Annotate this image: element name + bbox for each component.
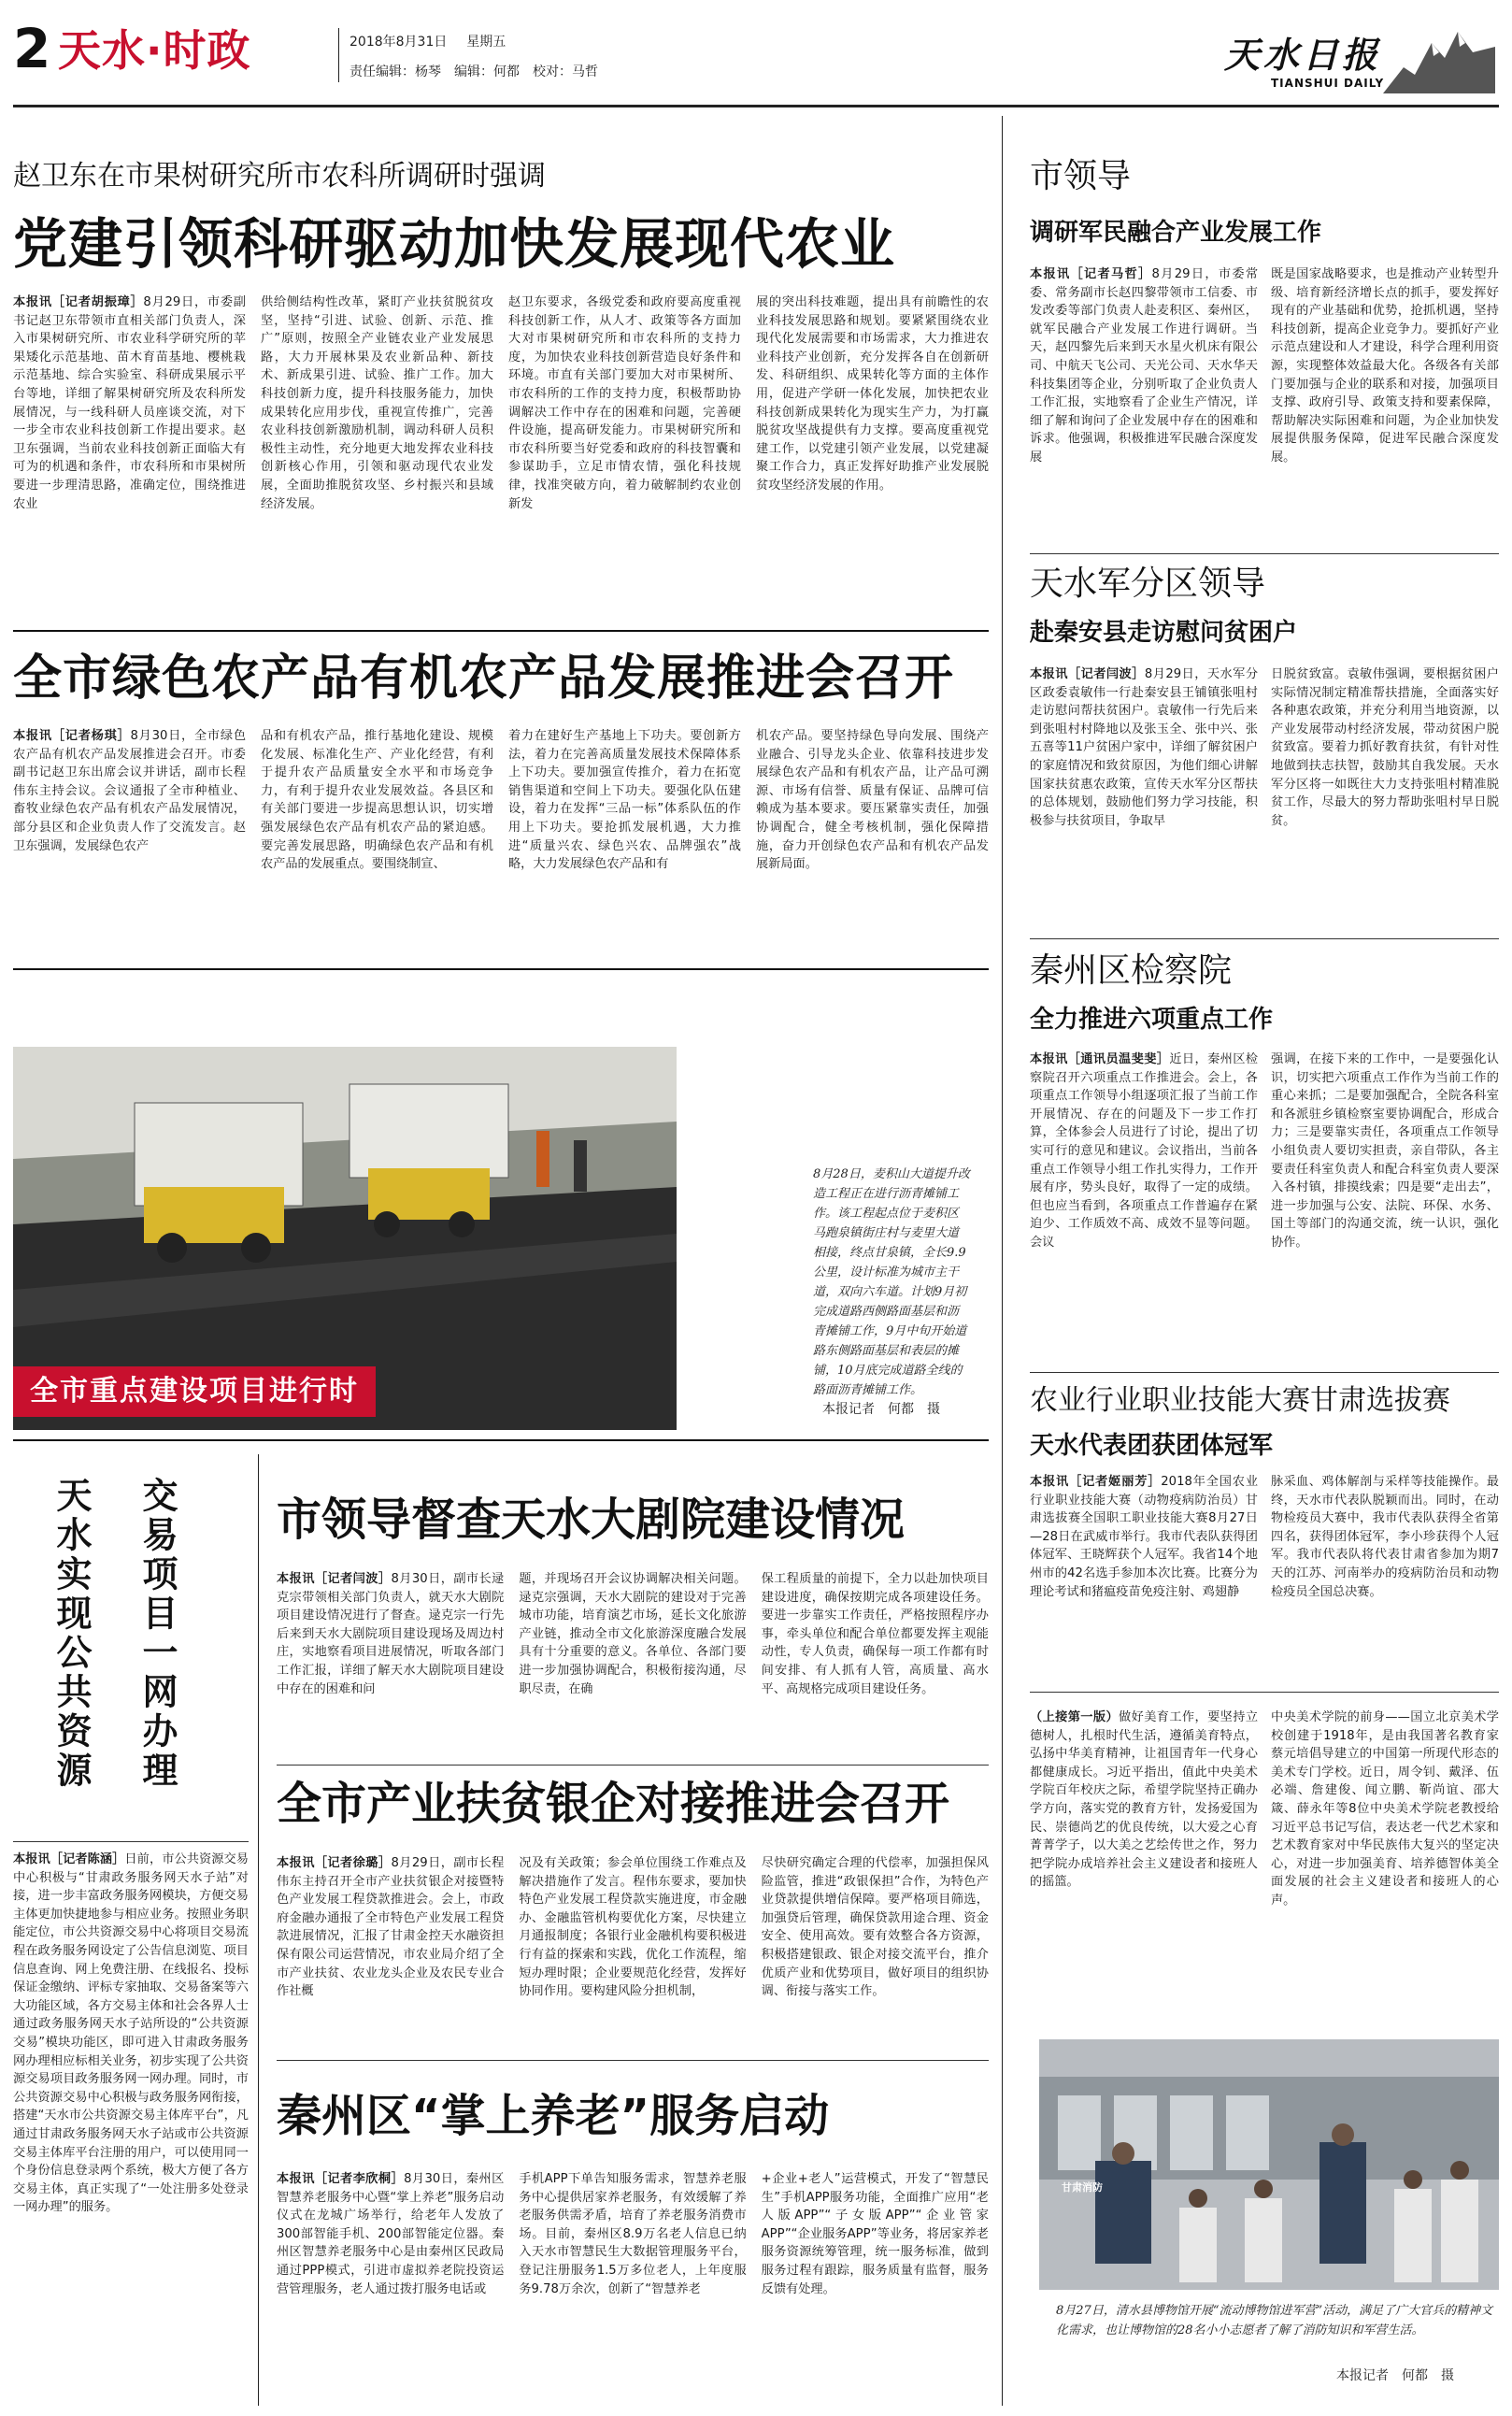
photo-sign-text: 甘肃消防 (1062, 2181, 1103, 2194)
article-text: 8月30日，副市长逯克宗带领相关部门负责人，就天水大剧院项目建设情况进行了督查。逯克宗一行先后来到天水大剧院项目建设现场及周边村庄，实地察看项目进展情况，听取各部门工作汇报，详细了解天水大剧院项目建设中存在的困难和问 (277, 1572, 505, 1696)
article-lead: 本报讯［记者马哲］ (1030, 267, 1152, 281)
sidebar-lead: 本报讯［记者陈涵］ (13, 1852, 125, 1866)
article-text: 8月29日，天水军分区政委袁敏伟一行赴秦安县王铺镇张咀村走访慰问帮扶贫困户。袁敏伟一行先后来到张咀村村降地以及张玉全、张中兴、张五喜等11户贫困户家中，详细了解贫困户的家庭情况和致贫原因，为他们细心讲解国家扶贫惠农政策，宣传天水军分区帮扶的总体规划，鼓励他们努力学习技能，积极参与扶贫项目，争取早 (1030, 667, 1259, 828)
photo-caption: 8月28日，麦积山大道提升改造工程正在进行沥青摊铺工作。该工程起点位于麦积区马跑泉镇街庄村与麦里大道相接，终点甘泉镇，全长9.9公里，设计标准为城市主干道，双向六车道。计划9月初完成道路西侧路面基层和沥青摊铺工作，9月中旬开始道路东侧路面基层和表层的摊铺，10月底完成道路全线的路面沥青摊铺工作。 (813, 1167, 970, 1397)
section-rule (1030, 1692, 1499, 1693)
article-grand-theatre (277, 1494, 989, 1763)
article-lead: 本报讯［记者徐璐］ (277, 1856, 392, 1870)
article-poverty-visit (1030, 565, 1499, 938)
photo-credit: 本报记者 何都 摄 (822, 1402, 940, 1417)
article-headline: 市领导督查天水大剧院建设情况 (277, 1494, 906, 1546)
page-number: 2 (13, 17, 51, 80)
article-label: 市领导 (1030, 157, 1132, 195)
masthead-date-row (349, 32, 506, 50)
sidebar-title-primary: 天水实现公共资源 (50, 1477, 92, 1791)
article-text: 日脱贫致富。袁敏伟强调，要根据贫困户实际情况制定精准帮扶措施，全面落实好各种惠农政策，并充分利用当地资源，以产业发展带动村经济发展，带动贫困户脱贫致富。要着力抓好教育扶贫，有针对性地做到扶志扶智，鼓励其自我发展。天水军分区将一如既往大力支持张咀村精准脱贫工作，尽最大的努力帮助张咀村早日脱贫。 (1271, 667, 1499, 828)
masthead (0, 0, 1512, 110)
article-skills-contest (1030, 1383, 1499, 1682)
article-headline: 党建引领科研驱动加快发展现代农业 (13, 212, 896, 276)
road-paving-photo (13, 1047, 677, 1430)
section-title: 天水·时政 (58, 25, 251, 76)
article-text: 8月29日，副市长程伟东主持召开全市产业扶贫银企对接暨特色产业发展工程贷款推进会。会上，市政府金融办通报了全市特色产业发展工程贷款进展情况，汇报了甘肃金控天水融资担保有限公司运营情况，市农业局介绍了全市产业扶贫、农业龙头企业及农民专业合作社概 (277, 1856, 505, 1999)
article-label: 天水军分区领导 (1030, 565, 1266, 603)
article-headline: 天水代表团获团体冠军 (1030, 1432, 1274, 1460)
article-text: 2018年全国农业行业职业技能大赛（动物疫病防治员）甘肃选拔赛全国职工职业技能大赛8月27日—28日在武威市举行。我市代表队获得团体冠军、王晓辉获个人冠军。我省14个地州市的42名选手参加本次比赛。比赛分为理论考试和猪瘟疫苗免疫注射、鸡翅静 (1030, 1475, 1259, 1599)
museum-camp-photo (1039, 2039, 1499, 2290)
article-text: 尽快研究确定合理的代偿率，加强担保风险监管，推进“政银保担”合作，为特色产业贷款提供增信保障。要严格项目筛选，加强贷后管理，确保贷款用途合理、资金安全、使用高效。要有效整合各方资源，积极搭建银政、银企对接交流平台，推介优质产业和优势项目，做好项目的组织协调、衔接与落实工作。 (761, 1856, 989, 1999)
article-headline: 秦州区“掌上养老”服务启动 (277, 2090, 830, 2142)
section-rule (13, 630, 989, 632)
article-text: 8月29日，市委常委、常务副市长赵四黎带领市工信委、市发改委等部门负责人赴麦积区、秦州区，就军民融合产业发展工作进行调研。当天，赵四黎先后来到天水星火机床有限公司、中航天飞公司、天光公司、天水华天科技集团等企业，分别听取了企业负责人工作汇报，实地察看了企业生产情况，详细了解和询问了企业发展中存在的困难和诉求。他强调，积极推进军民融合深度发展 (1030, 267, 1259, 465)
article-text: 8月30日，秦州区智慧养老服务中心暨“掌上养老”服务启动仪式在龙城广场举行，给老年人发放了300部智能手机、200部智能定位器。秦州区智慧养老服务中心是由秦州区民政局通过PPP模式，引进市虚拟养老院投资运营管理服务，老人通过拨打服务电话或 (277, 2172, 505, 2296)
article-text: 8月30日，全市绿色农产品有机农产品发展推进会召开。市委副书记赵卫东出席会议并讲话，副市长程伟东主持会议。会议通报了全市种植业、畜牧业绿色农产品有机农产品发展情况，部分县区和企业负责人作了交流发言。赵卫东强调，发展绿色农产 (13, 729, 247, 853)
issue-weekday: 星期五 (466, 35, 506, 50)
article-lead: 本报讯［通讯员温斐斐］ (1030, 1052, 1170, 1066)
section-rule (1030, 1372, 1499, 1373)
column-divider (258, 1454, 259, 2406)
article-text: 保工程质量的前提下，全力以赴加快项目建设进度，确保按期完成各项建设任务。要进一步靠实工作责任，严格按照程序办事，牵头单位和配合单位都要发挥主观能动性，专人负责，确保每一项工作都有时间安排、有人抓有人管，高质量、高水平、高规格完成项目建设任务。 (761, 1572, 989, 1696)
article-label: 农业行业职业技能大赛甘肃选拔赛 (1030, 1384, 1450, 1417)
logo-calligraphy: 天水日报 (1224, 34, 1382, 76)
article-kicker: 赵卫东在市果树研究所市农科所调研时强调 (13, 160, 546, 193)
article-text: 脉采血、鸡体解剖与采样等技能操作。最终，天水市代表队脱颖而出。同时，在动物检疫员大赛中，我市代表队获得全省第四名，获得团体冠军，李小珍获得个人冠军。我市代表队将代表甘肃省参加为期7天的江苏、河南举办的疫病防治员和动物检疫员全国总决赛。 (1271, 1475, 1499, 1599)
article-text: 品和有机农产品，推行基地化建设、规模化发展、标准化生产、产业化经营，有利于提升农产品质量安全水平和市场竞争力，有利于提升农业发展效益。各县区和有关部门要进一步提高思想认识，切实增强发展绿色农产品有机农产品的紧迫感。要完善发展思路，明确绿色农产品和有机农产品的发展重点。要围绕制宣、 (261, 729, 493, 872)
mountain-logo-icon (1383, 21, 1495, 95)
article-text: 既是国家战略要求，也是推动产业转型升级、培育新经济增长点的抓手，要发挥好现有的产业基础和优势，抢抓机遇，坚持科技创新，提高企业竞争力。要抓好产业示范点建设和人才建设，科学合理利用资源，实现整体效益最大化。各级各有关部门要加强与企业的联系和对接，加强项目支撑、政府引导、政策支持和要素保障，帮助解决实际困难和问题，为企业加快发展提供服务保障，促进军民融合深度发展。 (1271, 267, 1499, 465)
article-lead: 本报讯［记者杨琪］ (13, 729, 131, 743)
article-agri-research (13, 161, 989, 622)
sidebar-title-secondary: 交易项目一网办理 (136, 1477, 178, 1791)
sidebar-rule (13, 1841, 249, 1842)
section-rule (1030, 553, 1499, 554)
article-text: 着力在建好生产基地上下功夫。要创新方法，着力在完善高质量发展技术保障体系上下功夫。要加强宣传推介，着力在拓宽销售渠道和空间上下功夫。要强化队伍建设，着力在发挥“三品一标”体系队伍的作用上下功夫。要抢抓发展机遇，大力推进“质量兴农、绿色兴农、品牌强农”战略，大力发展绿色农产品和有 (508, 729, 741, 872)
article-text: 手机APP下单告知服务需求，智慧养老服务中心提供居家养老服务，有效缓解了养老服务供需矛盾，培育了养老服务消费市场。目前，秦州区8.9万名老人信息已纳入天水市智慧民生大数据管理服务平台，登记注册服务1.5万多位老人，上年度服务9.78万余次，创新了“智慧养老 (519, 2172, 747, 2296)
article-headline: 全市产业扶贫银企对接推进会召开 (277, 1778, 950, 1830)
article-lead: （上接第一版） (1030, 1710, 1120, 1724)
article-elderly-care (277, 2090, 989, 2404)
article-text: 赵卫东要求，各级党委和政府要高度重视科技创新工作，从人才、政策等各方面加大对市果树研究所和市农科所的支持力度，为加快农业科技创新营造良好条件和环境。市直有关部门要加大对市果树所、市农科所的工作的支持力度，积极帮助协调解决工作中存在的困难和问题，完善硬件设施，提高研发能力。市果树研究所和市农科所要当好党委和政府的科技智囊和参谋助手，立足市情农情，强化科技规律，找准突破方向，着力破解制约农业创新发 (508, 295, 741, 511)
sidebar-text: 日前，市公共资源交易中心积极与“甘肃政务服务网天水子站”对接，进一步丰富政务服务网模块，方便交易主体更加快捷地参与相应业务。按照业务职能定位，市公共资源交易中心将项目交易流程在政务服务网设定了公告信息浏览、项目信息查询、网上免费注册、在线报名、投标保证金缴纳、评标专家抽取、交易备案等六大功能区域，各方交易主体和社会各界人士通过政务服务网天水子站所设的“公共资源交易”模块功能区，即可进入甘肃政务服务网办理相应标相关业务，初步实现了公共资源交易项目政务服务网一网办理。同时，市公共资源交易中心积极与政务服务网衔接，搭建“天水市公共资源交易主体库平台”，凡通过甘肃政务服务网天水子站或市公共资源交易主体库平台注册的用户，可以使用同一个身份信息登录两个系统，极大方便了各方交易主体，真正实现了“一处注册多处登录一网办理”的服务。 (13, 1852, 249, 2215)
photo-banner: 全市重点建设项目进行时 (13, 1366, 376, 1417)
photo-credit: 本报记者 何都 摄 (1336, 2368, 1454, 2383)
article-headline: 调研军民融合产业发展工作 (1030, 219, 1322, 247)
article-text: 8月29日，市委副书记赵卫东带领市直相关部门负责人，深入市果树研究所、市农业科学研究所的苹果矮化示范基地、苗木育苗基地、樱桃栽示范基地、综合实验室、科研成果展示平台等地，详细了解果树研究所及农科所发展情况，与一线科研人员座谈交流，对下一步全市农业科技创新工作提出要求。赵卫东强调，当前农业科技创新正面临大有可为的机遇和条件，市农科所和市果树所要进一步理清思路，准确定位，围绕推进农业 (13, 295, 246, 511)
article-text: 题，并现场召开会议协调解决相关问题。逯克宗强调，天水大剧院的建设对于完善城市功能，培育演艺市场，延长文化旅游产业链，推动全市文化旅游深度融合发展具有十分重要的意义。各单位、各部门要进一步加强协调配合，积极衔接沟通，尽职尽责，在确 (519, 1572, 747, 1696)
article-text: 强调，在接下来的工作中，一是要强化认识，切实把六项重点工作作为当前工作的重心来抓；二是要加强配合，全院各科室和各派驻乡镇检察室要协调配合，形成合力；三是要靠实责任，各项重点工作领导小组负责人要切实担责，亲自带队，各主要责任科室负责人和配合科室负责人要深入各村镇，排摸线索；四是要“走出去”，进一步加强与公安、法院、环保、水务、国土等部门的沟通交流，统一认识，强化协作。 (1271, 1052, 1499, 1250)
article-lead: 本报讯［记者胡振璋］ (13, 295, 144, 309)
article-procuratorate (1030, 951, 1499, 1363)
article-headline: 全市绿色农产品有机农产品发展推进会召开 (13, 650, 955, 707)
article-label: 秦州区检察院 (1030, 951, 1233, 990)
article-lead: 本报讯［记者李欣桐］ (277, 2172, 405, 2186)
article-text: 近日，秦州区检察院召开六项重点工作推进会。会上，各项重点工作领导小组逐项汇报了当前工作开展情况、存在的问题及下一步工作打算，全体参会人员进行了讨论，提出了切实可行的意见和建议。会议指出，当前各重点工作领导小组工作扎实得力，工作开展有序，势头良好，取得了一定的成绩。但也应当看到，各项重点工作普遍存在紧迫少、工作质效不高、成效不显等问题。会议 (1030, 1052, 1259, 1250)
article-lead: 本报讯［记者闫波］ (1030, 667, 1145, 681)
article-text: 机农产品。要坚持绿色导向发展、围绕产业融合、引导龙头企业、依靠科技进步发展绿色农产品和有机农产品，让产品可溯源、市场有信誉、质量有保证、品牌可信赖成为基本要求。要压紧靠实责任，加强协调配合，健全考核机制，强化保障措施，奋力开创绿色农产品和有机农产品发展新局面。 (756, 729, 989, 872)
article-military-civil (1030, 157, 1499, 559)
article-lead: 本报讯［记者闫波］ (277, 1572, 392, 1586)
column-divider (1002, 116, 1003, 2406)
article-headline: 赴秦安县走访慰问贫困户 (1030, 619, 1298, 647)
article-text: 做好美育工作，要坚持立德树人，扎根时代生活，遵循美育特点，弘扬中华美育精神，让祖国青年一代身心都健康成长。习近平指出，值此中央美术学院百年校庆之际，希望学院坚持正确办学方向，落实党的教育方针，发扬爱国为民、崇德尚艺的优良传统，以大爱之心育菁菁学子，以大美之艺绘传世之作，努力把学院办成培养社会主义建设者和接班人的摇篮。 (1030, 1710, 1259, 1890)
article-text: 展的突出科技难题，提出具有前瞻性的农业科技发展思路和规划。要紧紧围绕农业现代化发展需要和市场需求，大力推进农业科技产业创新，充分发挥各自在创新研发、科研组织、成果转化等方面的主体作用，促进产学研一体化发展，加快把农业科技创新成果转化为现实生产力，为打赢脱贫攻坚战提供有力支撑。要高度重视党建工作，以党建引领产业发展，以党建凝聚工作合力，真正发挥好助推产业发展脱贫攻坚经济发展的作用。 (756, 295, 989, 493)
issue-date: 2018年8月31日 (349, 35, 448, 50)
article-headline: 全力推进六项重点工作 (1030, 1006, 1274, 1034)
logo-subtitle: TIANSHUI DAILY (1271, 77, 1385, 90)
article-text: 供给侧结构性改革，紧盯产业扶贫脱贫攻坚，坚持“引进、试验、创新、示范、推广”原则，按照全产业链农业产业发展思路，大力开展林果及农业新品种、新技术、新成果引进、试验、推广工作。加大科技创新力度，提升科技服务能力，加快成果转化应用步伐，重视宣传推广，完善农业科技创新激励机制，调动科研人员积极性主动性，充分地更大地发挥农业科技创新核心作用，引领和驱动现代农业发展，全面助推脱贫攻坚、乡村振兴和县域经济发展。 (261, 295, 493, 511)
editor-credits: 责任编辑：杨琴 编辑：何都 校对：马哲 (349, 64, 598, 79)
article-art-education (1030, 1708, 1499, 2030)
photo-caption: 8月27日，清水县博物馆开展“流动博物馆进军营”活动，满足了广大官兵的精神文化需求，也让博物馆的28名小小志愿者了解了消防知识和军营生活。 (1056, 2304, 1493, 2337)
section-rule (13, 1439, 989, 1441)
public-resource-sidebar (13, 1458, 249, 2404)
section-rule (277, 2060, 989, 2061)
section-rule (277, 1765, 989, 1766)
article-bank-enterprise (277, 1778, 989, 2058)
masthead-rule (13, 105, 1499, 107)
section-rule (1030, 938, 1499, 939)
article-text: +企业+老人”运营模式，开发了“智慧民生”手机APP服务功能，全面推广应用“老人版APP”“子女版APP”“企业管家APP”“企业服务APP”等业务，将居家养老服务资源统筹管理，统一服务标准，做到服务过程有跟踪，服务质量有监督，服务反馈有处理。 (761, 2172, 989, 2296)
article-lead: 本报讯［记者姬丽芳］ (1030, 1475, 1162, 1489)
article-text: 况及有关政策；参会单位围绕工作难点及解决措施作了发言。程伟东要求，要加快特色产业发展工程贷款实施进度，市金融办、金融监管机构要优化方案，尽快建立月通报制度；各银行业金融机构要积极进行有益的探索和实践，优化工作流程，缩短办理时限；企业要规范化经营，发挥好协同作用。要构建风险分担机制， (519, 1856, 747, 1999)
masthead-divider (338, 28, 339, 82)
article-green-products (13, 650, 989, 955)
article-text: 中央美术学院的前身——国立北京美术学校创建于1918年，是由我国著名教育家蔡元培倡导建立的中国第一所现代形态的美术专门学校。近日，周令钊、戴泽、伍必端、詹建俊、闻立鹏、靳尚谊、邵大箴、薛永年等8位中央美术学院老教授给习近平总书记写信，表达老一代艺术家和艺术教育家对中华民族伟大复兴的坚定决心，对进一步加强美育、培养德智体美全面发展的社会主义建设者和接班人的心声。 (1271, 1710, 1499, 1908)
newspaper-logo (1224, 21, 1495, 99)
section-rule (13, 968, 989, 970)
soldiers-children-image (1039, 2039, 1499, 2290)
